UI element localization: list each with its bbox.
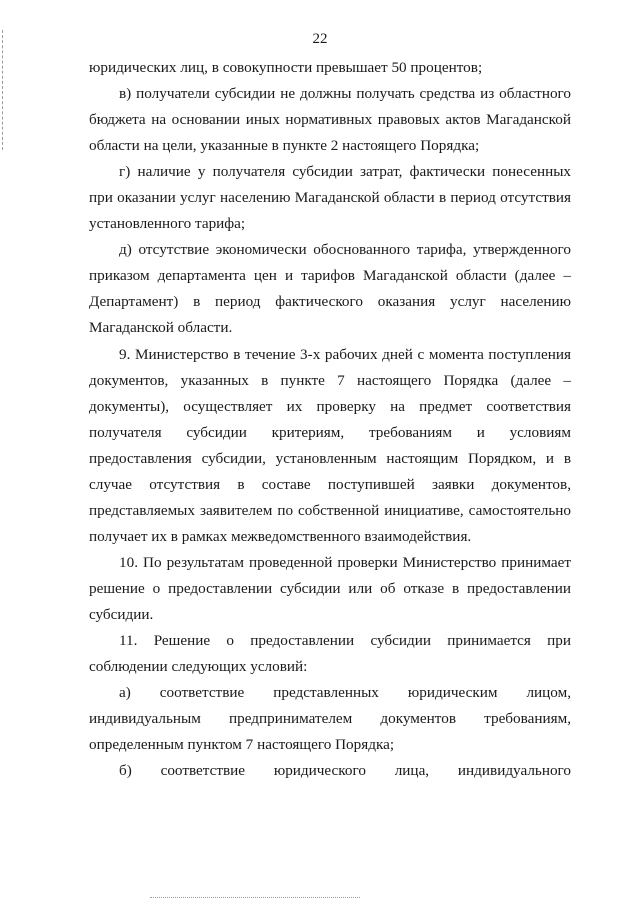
paragraph-clause-11: 11. Решение о предоставлении субсидии принимается при соблюдении следующих условий: [89,632,571,676]
paragraph-clause-9: 9. Министерство в течение 3-х рабочих дней с момента поступления документов, указанных в пункте 7 настоящего Порядка (далее – документы), осуществляет их проверку на предмет соответствия получателя субсидии критериям, требованиям и условиям предоставления субсидии, установленным настоящим Порядком, и в случае отсутствия в составе поступившей заявки документов, представляемых заявителем по собственной инициативе, самостоятельно получает их в рамках межведомственного взаимодействия. [89,345,571,545]
paragraph-item-g: г) наличие у получателя субсидии затрат, фактически понесенных при оказании услуг населению Магаданской области в период отсутствия установленного тарифа; [89,163,571,233]
paragraph-clause-10: 10. По результатам проведенной проверки Министерство принимает решение о предоставлении субсидии или об отказе в предоставлении субсидии. [89,553,571,623]
paragraph-item-v: в) получатели субсидии не должны получать средства из областного бюджета на основании иных нормативных правовых актов Магаданской области на цели, указанные в пункте 2 настоящего Порядка; [89,85,571,155]
paragraph-item-b: б) соответствие юридического лица, индивидуального [119,762,571,780]
scan-edge-mark-bottom [150,897,360,898]
paragraph-item-a: а) соответствие представленных юридическим лицом, индивидуальным предпринимателем документов требованиям, определенным пунктом 7 настоящего Порядка; [89,684,571,754]
paragraph-item-d: д) отсутствие экономически обоснованного тарифа, утвержденного приказом департамента цен и тарифов Магаданской области (далее – Департамент) в период фактического оказания услуг населению Магаданской области. [89,241,571,337]
scan-edge-mark [2,30,4,150]
page-number: 22 [312,31,328,47]
document-body [89,55,571,784]
paragraph-continuation: юридических лиц, в совокупности превышает 50 процентов; [89,59,483,76]
